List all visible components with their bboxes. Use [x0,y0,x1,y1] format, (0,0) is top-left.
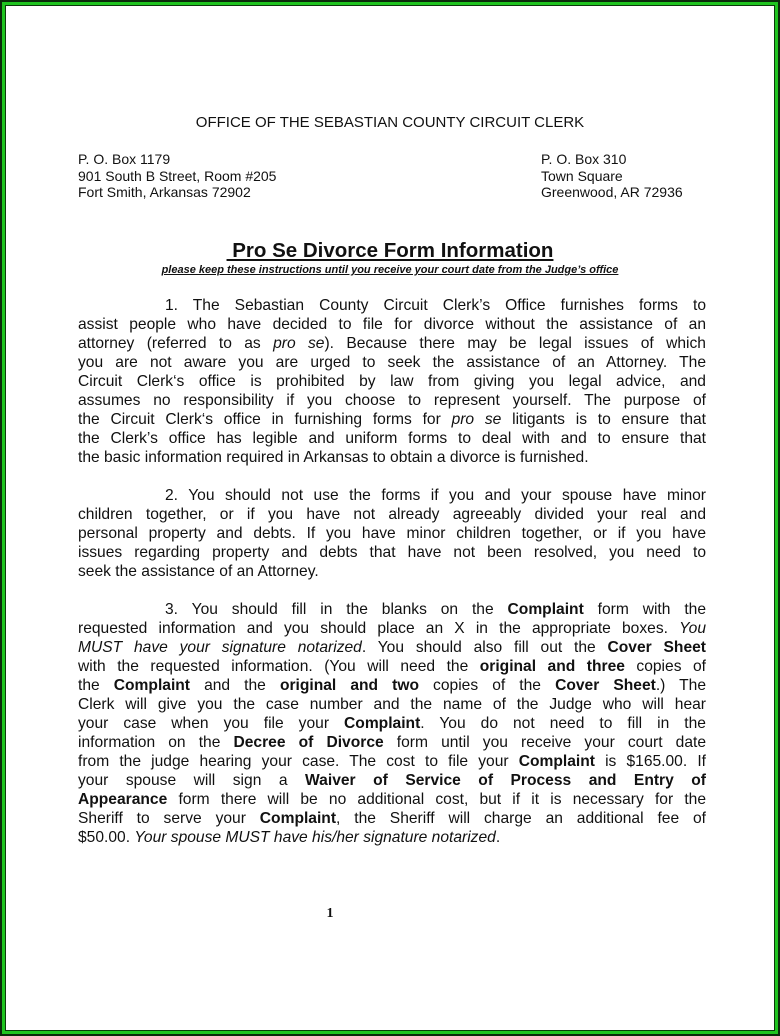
bold-text: Decree of Divorce [233,734,384,751]
text-segment: .) The [655,677,707,694]
text-segment: requested information and you should place an X in the appropriate boxes. [78,620,680,637]
bold-text: original and two [279,677,419,694]
text-segment: , the Sheriff will charge an additional fee of [336,810,707,827]
text-segment: copies of the [418,677,556,694]
text-segment: Clerk will give you the case number and the name of the Judge who will hear [78,696,706,713]
text-segment: is $165.00. If [594,753,706,770]
text-segment: $50.00. [78,829,135,846]
text-segment: the Clerk’s office has legible and uniform forms to deal with and to ensure that [78,430,706,447]
paragraph-1 [78,296,706,467]
bold-text: Waiver of Service of Process and Entry of [305,772,706,789]
text-segment: the basic information required in Arkansas to obtain a divorce is furnished. [78,449,589,466]
text-line [78,828,706,847]
bold-text: Cover Sheet [607,639,706,656]
text-segment: the [78,677,114,694]
bold-text: Complaint [344,715,421,732]
text-line [78,429,706,448]
text-line [78,714,706,733]
address-line: Fort Smith, Arkansas 72902 [78,184,251,200]
text-line [78,638,706,657]
text-line [78,695,706,714]
text-segment: copies of [624,658,706,675]
text-segment: the Circuit Clerk‘s office in furnishing forms for [78,411,452,428]
bold-text: Appearance [78,791,168,808]
paragraph-2 [78,486,706,581]
text-segment: and the [190,677,280,694]
text-line [78,562,706,581]
text-line [78,486,706,505]
text-line [78,505,706,524]
text-line [78,771,706,790]
text-line [78,657,706,676]
text-line [78,372,706,391]
text-line [78,543,706,562]
text-segment: form until you receive your court date [383,734,706,751]
address-line: 901 South B Street, Room #205 [78,167,277,184]
italic-text: pro se [273,335,325,352]
text-segment: 2. You should not use the forms if you and your spouse have minor [165,487,706,504]
text-line [78,334,706,353]
text-line [78,296,706,315]
bold-text: Complaint [259,810,337,827]
text-segment: attorney (referred to as [78,335,274,352]
italic-text: You [679,620,706,637]
text-line [78,315,706,334]
text-segment: your spouse will sign a [78,772,306,789]
bold-text: Cover Sheet [555,677,656,694]
text-segment: information on the [78,734,234,751]
text-line [78,600,706,619]
text-line [78,353,706,372]
text-segment: . You do not need to fill in the [420,715,706,732]
text-line [78,524,706,543]
italic-text: MUST have your signature notarized [78,639,362,656]
address-fort-smith [78,151,276,201]
address-line: Town Square [541,167,623,184]
bold-text: Complaint [518,753,595,770]
address-greenwood [541,151,683,201]
text-segment: ). Because there may be legal issues of which [324,335,706,352]
text-line [78,448,706,467]
text-line [78,676,706,695]
text-segment: form there will be no additional cost, but if it is necessary for the [167,791,706,808]
text-segment: with the requested information. (You will need the [78,658,480,675]
text-line [78,391,706,410]
bold-text: Complaint [113,677,190,694]
text-segment: . You should also fill out the [361,639,608,656]
text-segment: assumes no responsibility if you choose to represent yourself. The purpose of [78,392,706,409]
text-line [78,410,706,429]
document-subtitle: please keep these instructions until you receive your court date from the Judge’s office [161,264,619,276]
italic-text: pro se [451,411,502,428]
text-segment: Sheriff to serve your [78,810,260,827]
text-segment: from the judge hearing your case. The cost to file your [78,753,519,770]
text-line [78,790,706,809]
text-segment: form with the [583,601,706,618]
italic-text: Your spouse MUST have his/her signature notarized [134,829,496,846]
text-segment: 3. You should fill in the blanks on the [165,601,508,618]
text-segment: . [495,829,501,846]
text-segment: personal property and debts. If you have minor children together, or if you have [78,525,706,542]
address-line: Greenwood, AR 72936 [541,184,683,200]
text-line [78,752,706,771]
text-segment: 1. The Sebastian County Circuit Clerk’s Office furnishes forms to [165,297,706,314]
text-segment: children together, or if you have not already agreeably divided your real and [78,506,706,523]
address-line: P. O. Box 310 [541,151,627,167]
paragraph-3 [78,600,706,847]
text-segment: you are not aware you are urged to seek the assistance of an Attorney. The [78,354,706,371]
text-line [78,809,706,828]
address-line: P. O. Box 1179 [78,151,171,167]
text-line [78,619,706,638]
text-segment: litigants is to ensure that [501,411,706,428]
office-heading: OFFICE OF THE SEBASTIAN COUNTY CIRCUIT CLERK [195,114,585,131]
text-segment: your case when you file your [78,715,345,732]
text-segment: assist people who have decided to file for divorce without the assistance of an [78,316,706,333]
text-line [78,733,706,752]
text-segment: seek the assistance of an Attorney. [78,563,319,580]
document-title: Pro Se Divorce Form Information [226,239,554,262]
bold-text: Complaint [507,601,584,618]
text-segment: Circuit Clerk‘s office is prohibited by law from giving you legal advice, and [78,373,706,390]
text-segment: issues regarding property and debts that have not been resolved, you need to [78,544,706,561]
page-number: 1 [326,906,334,921]
bold-text: original and three [479,658,625,675]
